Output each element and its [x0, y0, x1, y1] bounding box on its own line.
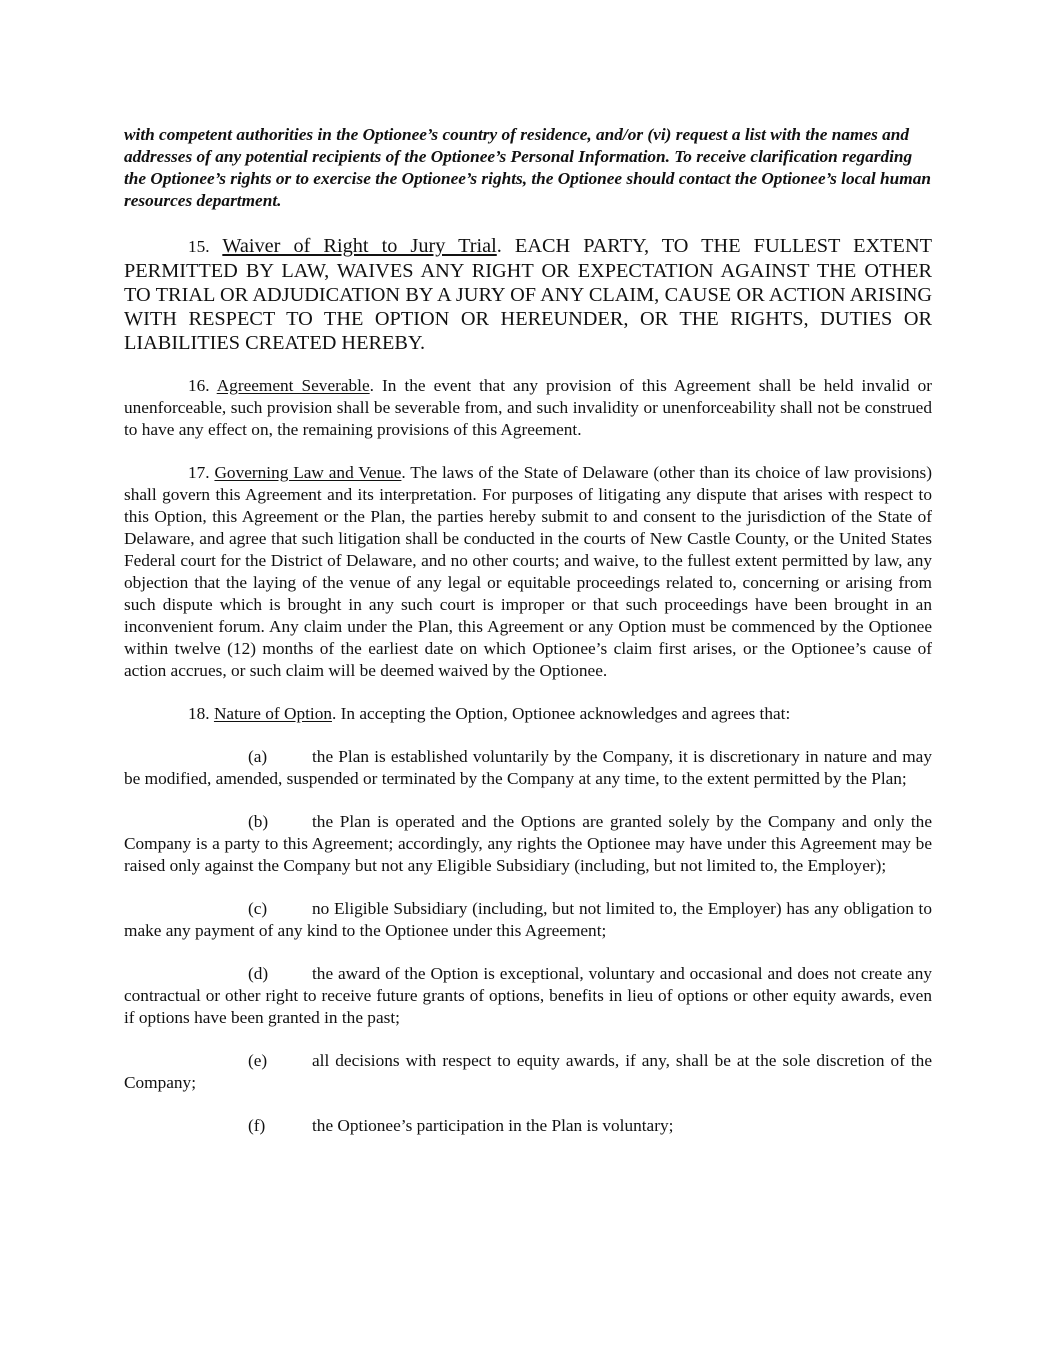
list-item-label: (f): [248, 1116, 266, 1135]
document-page: [124, 124, 932, 1158]
section-16: [124, 375, 932, 441]
list-item-text: the award of the Option is exceptional, voluntary and occasional and does not create any contractual or other right to receive future grants of options, benefits in lieu of options or other equity awards, even if options have been granted in the past;: [124, 964, 932, 1027]
list-item-text: no Eligible Subsidiary (including, but not limited to, the Employer) has any obligation to make any payment of any kind to the Optionee under this Agreement;: [124, 899, 932, 940]
list-item-b: [124, 811, 932, 877]
intro-paragraph: with competent authorities in the Optionee’s country of residence, and/or (vi) request a list with the names and addresses of any potential recipients of the Optionee’s Personal Information. To receive clarification regarding the Optionee’s rights or to exercise the Optionee’s rights, the Optionee should contact the Optionee’s local human resources department.: [124, 125, 931, 210]
list-item-text: all decisions with respect to equity awards, if any, shall be at the sole discretion of the Company;: [124, 1051, 932, 1092]
list-item-text: the Plan is established voluntarily by the Company, it is discretionary in nature and may be modified, amended, suspended or terminated by the Company at any time, to the extent permitted by the Plan;: [124, 747, 932, 788]
section-17: [124, 462, 932, 682]
section-18: [124, 703, 932, 725]
list-item-f: [124, 1115, 932, 1137]
list-item-d: [124, 963, 932, 1029]
list-item-c: [124, 898, 932, 942]
section-body: . In accepting the Option, Optionee acknowledges and agrees that:: [332, 704, 791, 723]
section-heading: Governing Law and Venue: [214, 463, 402, 482]
list-item-label: (e): [248, 1051, 268, 1070]
section-body: . EACH PARTY, TO THE FULLEST EXTENT PERMITTED BY LAW, WAIVES ANY RIGHT OR EXPECTATION AGAINST THE OTHER TO TRIAL OR ADJUDICATION BY A JURY OF ANY CLAIM, CAUSE OR ACTION ARISING WITH RESPECT TO THE OPTION OR HEREUNDER, OR THE RIGHTS, DUTIES OR LIABILITIES CREATED HEREBY.: [124, 235, 932, 354]
list-item-label: (d): [248, 964, 269, 983]
section-body: . In the event that any provision of this Agreement shall be held invalid or unenforceable, such provision shall be severable from, and such invalidity or unenforceability shall not be construed to have any effect on, the remaining provisions of this Agreement.: [124, 376, 932, 439]
list-item-text: the Optionee’s participation in the Plan is voluntary;: [312, 1116, 674, 1135]
section-number: 16.: [188, 376, 210, 395]
section-15: [124, 234, 932, 355]
section-heading: Nature of Option: [213, 704, 332, 723]
section-number: 18.: [188, 704, 210, 723]
list-item-text: the Plan is operated and the Options are granted solely by the Company and only the Company is a party to this Agreement; accordingly, any rights the Optionee may have under this Agreement may be raised only against the Company but not any Eligible Subsidiary (including, but not limited to, the Employer);: [124, 812, 932, 875]
list-item-label: (b): [248, 812, 269, 831]
section-heading: Agreement Severable: [216, 376, 370, 395]
section-body: . The laws of the State of Delaware (other than its choice of law provisions) shall govern this Agreement and its interpretation. For purposes of litigating any dispute that arises with respect to this Option, this Agreement or the Plan, the parties hereby submit to and consent to the jurisdiction of the State of Delaware, and agree that such litigation shall be conducted in the courts of New Castle County, or the United States Federal court for the District of Delaware, and no other courts; and waive, to the fullest extent permitted by law, any objection that the laying of the venue of any legal or equitable proceedings related to, concerning or arising from such dispute which is brought in any such court is improper or that such proceedings have been brought in an inconvenient forum. Any claim under the Plan, this Agreement or any Option must be commenced by the Optionee within twelve (12) months of the earliest date on which Optionee’s claim first arises, or the Optionee’s cause of action accrues, or such claim will be deemed waived by the Optionee.: [124, 463, 932, 680]
list-item-a: [124, 746, 932, 790]
list-item-label: (a): [248, 747, 268, 766]
section-number: 17.: [188, 463, 210, 482]
section-number: 15.: [188, 237, 210, 256]
list-item-label: (c): [248, 899, 268, 918]
section-heading: Waiver of Right to Jury Trial: [222, 235, 497, 257]
list-item-e: [124, 1050, 932, 1094]
